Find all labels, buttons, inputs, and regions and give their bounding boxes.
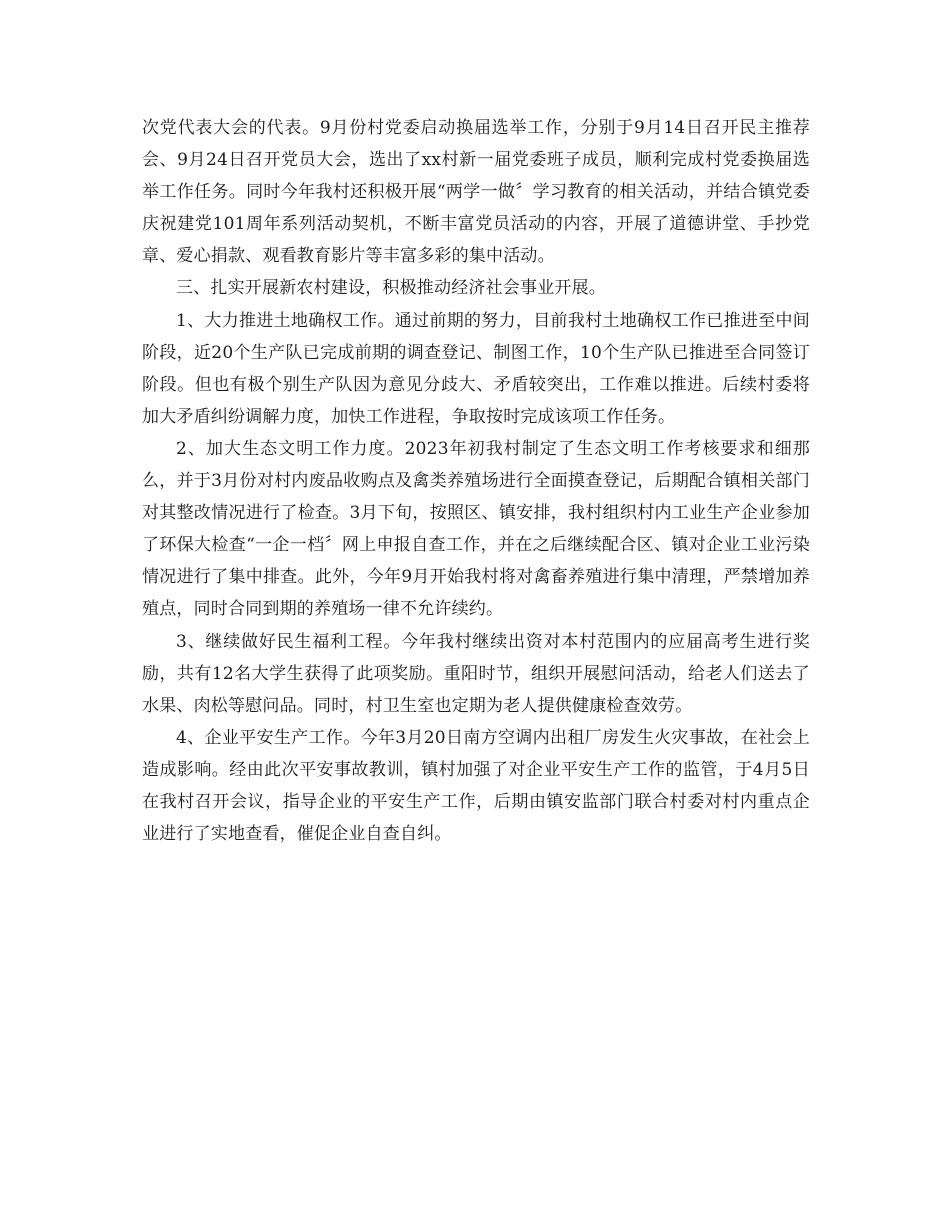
document-body <box>142 112 810 850</box>
paragraph-party-election: 次党代表大会的代表。9月份村党委启动换届选举工作，分别于9月14日召开民主推荐会、9月24日召开党员大会，选出了xx村新一届党委班子成员，顺利完成村党委换届选举工作任务。同时今年我村还积极开展“两学一做〞学习教育的相关活动，并结合镇党委庆祝建党101周年系列活动契机，不断丰富党员活动的内容，开展了道德讲堂、手抄党章、爱心捐款、观看教育影片等丰富多彩的集中活动。 <box>142 118 810 267</box>
paragraph-welfare-project: 3、继续做好民生福利工程。今年我村继续出资对本村范围内的应届高考生进行奖励，共有12名大学生获得了此项奖励。重阳时节，组织开展慰问活动，给老人们送去了水果、肉松等慰问品。同时，村卫生室也定期为老人提供健康检查效劳。 <box>142 631 810 716</box>
paragraph-safety-production: 4、企业平安生产工作。今年3月20日南方空调内出租厂房发生火灾事故，在社会上造成影响。经由此次平安事故教训，镇村加强了对企业平安生产工作的监管，于4月5日在我村召开会议，指导企业的平安生产工作，后期由镇安监部门联合村委对村内重点企业进行了实地查看，催促企业自查自纠。 <box>142 727 810 845</box>
paragraph-ecological-civilization: 2、加大生态文明工作力度。2023年初我村制定了生态文明工作考核要求和细那么，并于3月份对村内废品收购点及禽类养殖场进行全面摸查登记，后期配合镇相关部门对其整改情况进行了检查。3月下旬，按照区、镇安排，我村组织村内工业生产企业参加了环保大检查“一企一档〞网上申报自查工作，并在之后继续配合区、镇对企业工业污染情况进行了集中排查。此外，今年9月开始我村将对禽畜养殖进行集中清理，严禁增加养殖点，同时合同到期的养殖场一律不允许续约。 <box>142 438 810 620</box>
section-heading-rural-construction: 三、扎实开展新农村建设，积极推动经济社会事业开展。 <box>176 278 606 299</box>
paragraph-land-rights: 1、大力推进土地确权工作。通过前期的努力，目前我村土地确权工作已推进至中间阶段，近20个生产队已完成前期的调查登记、制图工作，10个生产队已推进至合同签订阶段。但也有极个别生产队因为意见分歧大、矛盾较突出，工作难以推进。后续村委将加大矛盾纠纷调解力度，加快工作进程，争取按时完成该项工作任务。 <box>142 310 810 427</box>
